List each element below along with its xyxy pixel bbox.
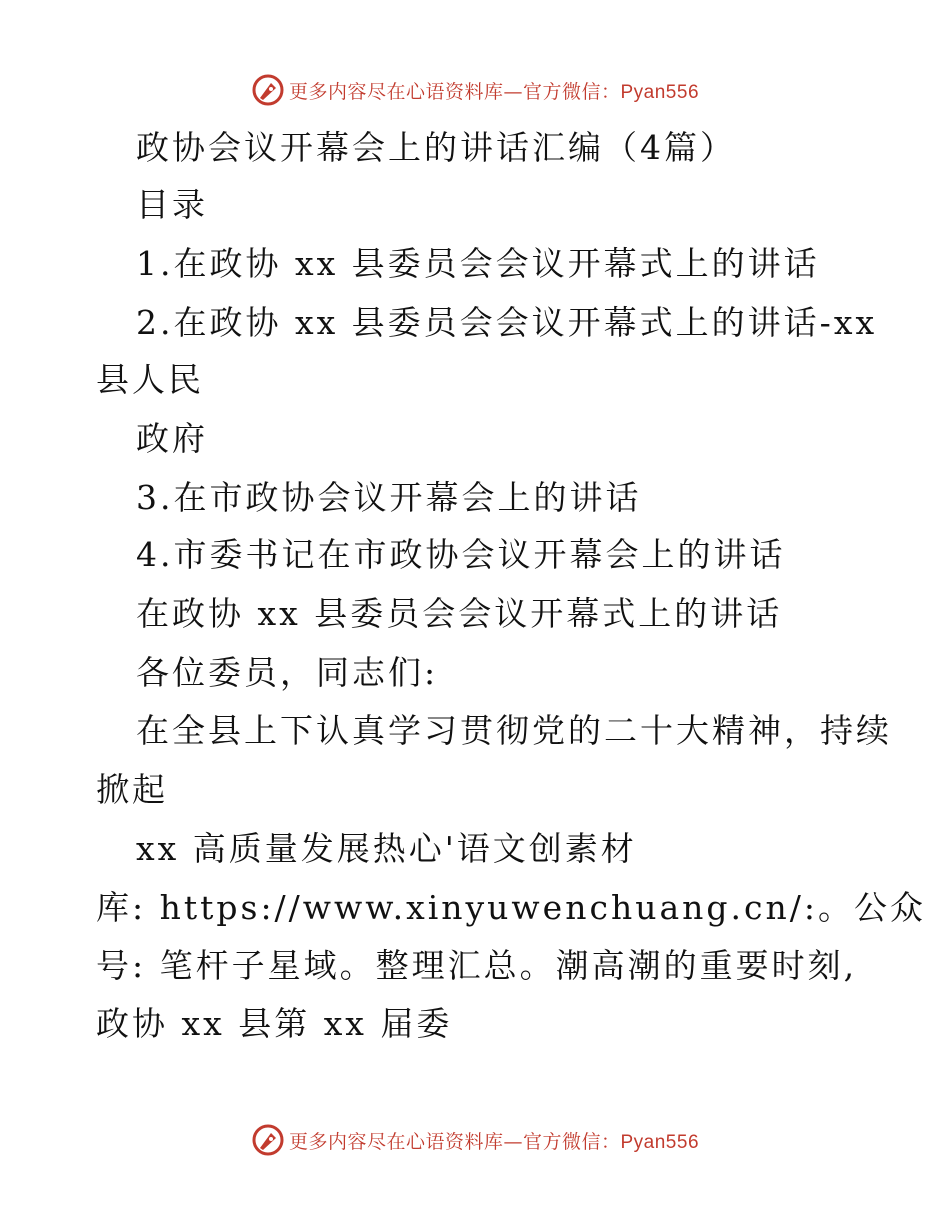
toc-item-1: 1.在政协 xx 县委员会会议开幕式上的讲话: [136, 244, 820, 283]
body-paragraph-line: 在全县上下认真学习贯彻党的二十大精神，持续: [136, 711, 892, 750]
toc-item-4: 4.市委书记在市政协会议开幕会上的讲话: [136, 535, 786, 574]
watermark-account: Pyan556: [620, 81, 700, 103]
pen-nib-logo-icon: [251, 1123, 285, 1157]
body-paragraph-line: 库: https://www.xinyuwenchuang.cn/:。公众: [96, 888, 926, 927]
watermark-text: 更多内容尽在心语资料库—官方微信：Pyan556: [288, 1130, 700, 1153]
pen-nib-logo-icon: [251, 73, 285, 107]
document-title: 政协会议开幕会上的讲话汇编（4篇）: [136, 128, 736, 167]
body-paragraph-line: 号: 笔杆子星域。整理汇总。潮高潮的重要时刻,: [96, 946, 858, 985]
toc-item-2-continued: 县人民: [96, 360, 204, 399]
toc-item-3: 3.在市政协会议开幕会上的讲话: [136, 478, 642, 517]
body-paragraph-line: 政协 xx 县第 xx 届委: [96, 1004, 453, 1043]
salutation: 各位委员，同志们:: [136, 653, 439, 692]
watermark-account: Pyan556: [620, 1131, 700, 1153]
toc-item-2-continued-2: 政府: [136, 419, 208, 458]
watermark-banner-bottom: [0, 1120, 950, 1160]
watermark-banner-top: [0, 70, 950, 110]
section-heading: 在政协 xx 县委员会会议开幕式上的讲话: [136, 594, 783, 633]
toc-item-2: 2.在政协 xx 县委员会会议开幕式上的讲话-xx: [136, 303, 878, 342]
body-paragraph-line: 掀起: [96, 770, 168, 809]
toc-heading: 目录: [136, 185, 208, 224]
watermark-text: 更多内容尽在心语资料库—官方微信：Pyan556: [288, 80, 700, 103]
body-paragraph-line: xx 高质量发展热心'语文创素材: [136, 829, 637, 868]
